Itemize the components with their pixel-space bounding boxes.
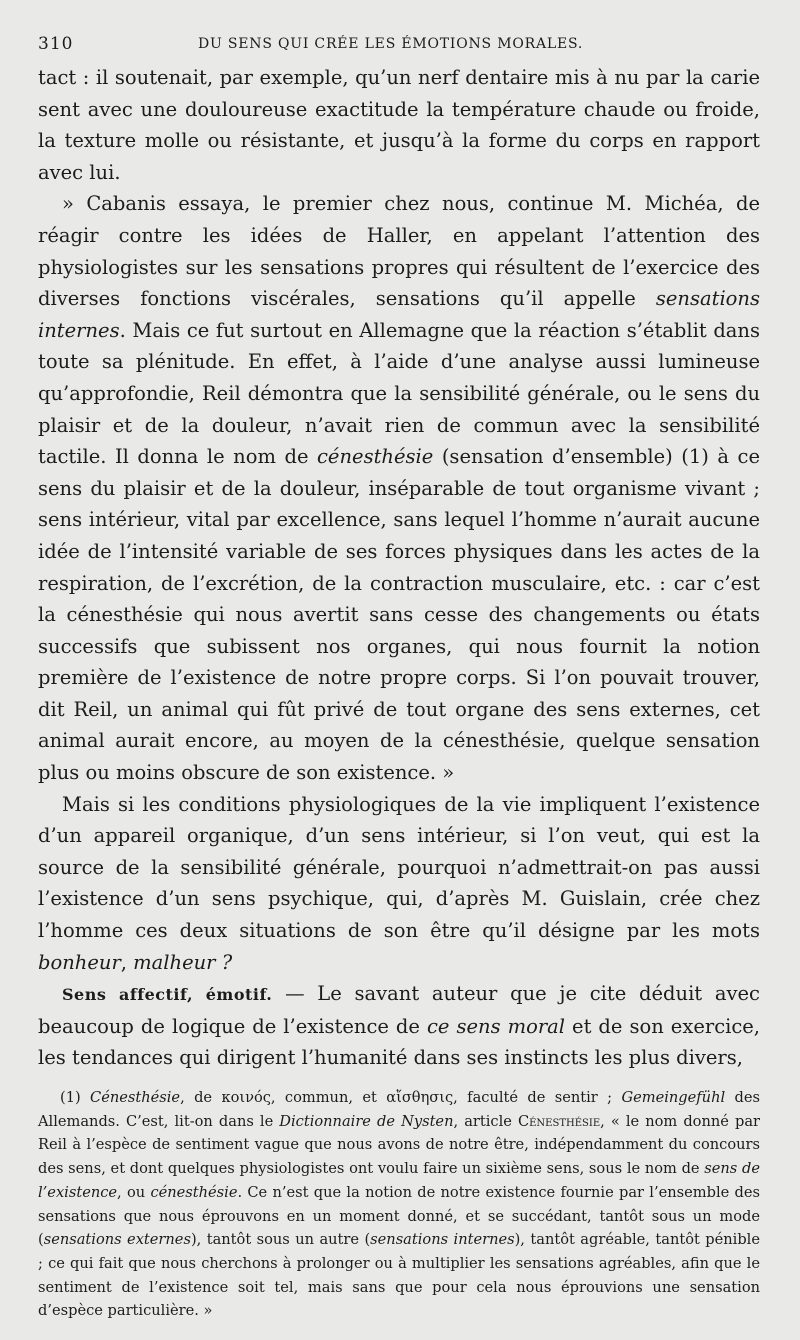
page-number: 310: [38, 34, 74, 54]
paragraph-2-italic-1: sensations internes: [38, 287, 760, 342]
body-text: [38, 62, 760, 1074]
running-head: DU SENS QUI CRÉE LES ÉMOTIONS MORALES.: [198, 36, 584, 52]
footnote-italic-2: Gemeingefühl: [621, 1089, 726, 1106]
paragraph-3-italic-2: malheur ?: [133, 950, 233, 974]
paragraph-2: [38, 188, 760, 788]
footnote-text-b: des Allemands. C’est, lit-on dans le: [38, 1089, 760, 1130]
paragraph-2-text-b: . Mais ce fut surtout en Allemagne que la réaction s’établit dans toute sa plénitude. En effet, à l’aide d’une analyse aussi lumineuse qu’approfondie, Reil démontra que la sensibilité générale, ou le sens du plaisir et de la douleur, n’avait rien de commun avec la sensibilité tactile. Il donna le nom de: [38, 318, 760, 469]
paragraph-2-text-c: (sensation d’ensemble) (1) à ce sens du plaisir et de la douleur, inséparable de tout organisme vivant ; sens intérieur, vital par excellence, sans lequel l’homme n’aurait aucune idée de l’intensité variable de ses forces physiques dans les actes de la respiration, de l’excrétion, de la contraction musculaire, etc. : car c’est la cénesthésie qui nous avertit sans cesse des changements ou états successifs que subissent nos organes, qui nous fournit la notion première de l’existence de notre propre corps. Si l’on pouvait trouver, dit Reil, un animal qui fût privé de tout organe des sens externes, cet animal aurait encore, au moyen de la cénesthésie, quelque sensation plus ou moins obscure de son existence. »: [38, 445, 760, 785]
paragraph-4: [38, 978, 760, 1074]
paragraph-3-text-b: ,: [120, 950, 134, 974]
paragraph-2-italic-2: cénesthésie: [317, 445, 434, 469]
paragraph-2-text-a: » Cabanis essaya, le premier chez nous, continue M. Michéa, de réagir contre les idées de Haller, en appelant l’attention des physiologistes sur les sensations propres qui résultent de l’exercice des diverses fonctions viscérales, sensations qu’il appelle: [38, 192, 760, 311]
paragraph-4-italic-1: ce sens moral: [426, 1014, 566, 1038]
footnote-text-a: , de κοινός, commun, et αἴσθησις, faculté de sentir ;: [180, 1089, 622, 1106]
footnotes: [38, 1086, 760, 1323]
paragraph-4-text-a: — Le savant auteur que je cite déduit avec beaucoup de logique de l’existence de: [38, 982, 760, 1038]
section-heading-inline: Sens affectif, émotif.: [62, 985, 273, 1005]
footnote-text-c: , article: [453, 1112, 518, 1130]
paragraph-1-text: tact : il soutenait, par exemple, qu’un nerf dentaire mis à nu par la carie sent avec une douloureuse exactitude la température chaude ou froide, la texture molle ou résistante, et jusqu’à la forme du corps en rapport avec lui.: [38, 66, 760, 184]
paragraph-3-text-a: Mais si les conditions physiologiques de la vie impliquent l’existence d’un appareil organique, d’un sens intérieur, si l’on veut, qui est la source de la sensibilité générale, pourquoi n’admettrait-on pas aussi l’existence d’un sens psychique, qui, d’après M. Guislain, crée chez l’homme ces deux situations de son être qu’il désigne par les mots: [38, 792, 760, 943]
footnote-italic-1: Cénesthésie: [90, 1089, 181, 1106]
footnote-italic-4: sens de l’existence: [38, 1160, 760, 1201]
page-header: [38, 28, 760, 62]
footnote-italic-5: cénesthésie: [150, 1183, 238, 1201]
footnote-text-h: ), tantôt agréable, tantôt pénible ; ce qui fait que nous cherchons à prolonger ou à multiplier les sensations agréables, afin que le sentiment de l’existence soit tel, mais sans que pour cela nous éprouvions une sensation d’espèce particulière. »: [38, 1231, 760, 1320]
footnote-italic-3: Dictionnaire de Nysten: [279, 1112, 454, 1130]
footnote-italic-7: sensations internes: [370, 1231, 515, 1249]
footnote-text-f: . Ce n’est que la notion de notre existence fournie par l’ensemble des sensations que nous éprouvons en un moment donné, et se succédant, tantôt sous un mode (: [38, 1183, 760, 1249]
footnote-1: [38, 1086, 760, 1323]
footnote-marker: (1): [60, 1089, 91, 1106]
paragraph-1: [38, 62, 760, 188]
footnote-small-caps: Cénesthésie: [517, 1112, 601, 1130]
footnote-text-e: , ou: [117, 1183, 151, 1201]
paragraph-3: [38, 789, 760, 979]
footnote-text-d: , « le nom donné par Reil à l’espèce de sentiment vague que nous avons de notre être, indépendamment du concours des sens, et dont quelques physiologistes ont voulu faire un sixième sens, sous le nom de: [38, 1112, 760, 1178]
paragraph-3-italic-1: bonheur: [38, 950, 121, 974]
footnote-italic-6: sensations externes: [43, 1231, 191, 1249]
paragraph-4-text-b: et de son exercice, les tendances qui dirigent l’humanité dans ses instincts les plus divers,: [38, 1014, 761, 1070]
footnote-text-g: ), tantôt sous un autre (: [190, 1231, 371, 1249]
